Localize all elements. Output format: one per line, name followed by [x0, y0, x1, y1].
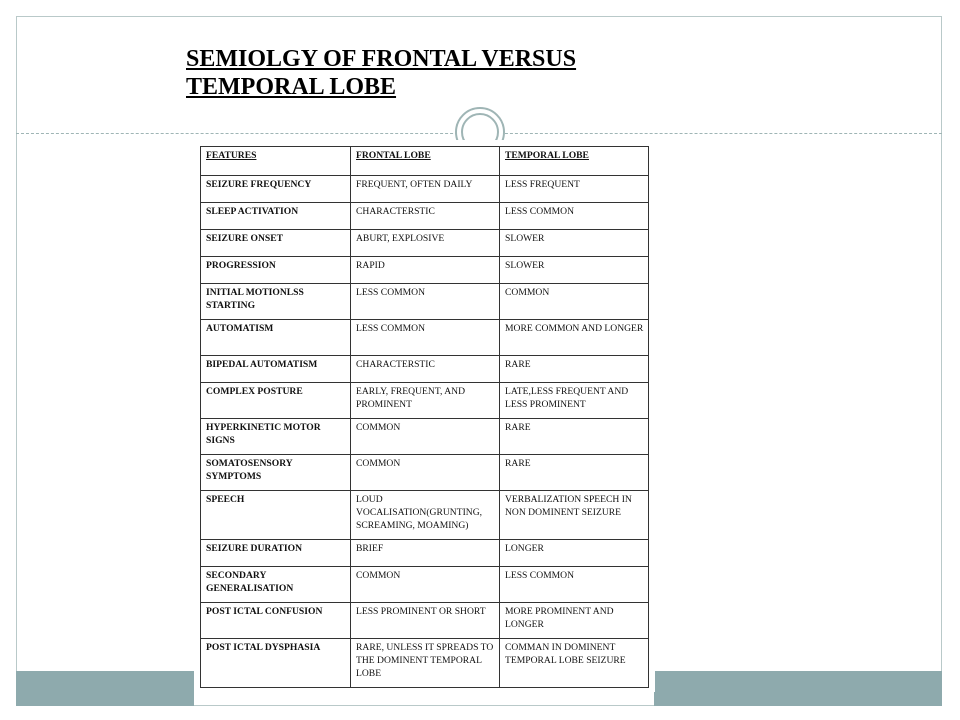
feature-cell: POST ICTAL CONFUSION: [201, 603, 351, 639]
temporal-lobe-cell: SLOWER: [500, 230, 649, 257]
table-row: [201, 491, 649, 540]
frontal-lobe-cell: COMMON: [351, 455, 500, 491]
feature-cell: AUTOMATISM: [201, 320, 351, 356]
feature-cell: HYPERKINETIC MOTOR SIGNS: [201, 419, 351, 455]
feature-cell: SEIZURE DURATION: [201, 540, 351, 567]
frontal-lobe-cell: EARLY, FREQUENT, AND PROMINENT: [351, 383, 500, 419]
header-features: FEATURES: [201, 147, 351, 176]
frontal-lobe-cell: FREQUENT, OFTEN DAILY: [351, 176, 500, 203]
frontal-lobe-cell: RARE, UNLESS IT SPREADS TO THE DOMINENT TEMPORAL LOBE: [351, 639, 500, 688]
footer-band-left: [16, 671, 194, 706]
semiology-table: [200, 146, 649, 688]
feature-cell: SECONDARY GENERALISATION: [201, 567, 351, 603]
table-row: [201, 284, 649, 320]
feature-cell: POST ICTAL DYSPHASIA: [201, 639, 351, 688]
header-frontal-lobe: FRONTAL LOBE: [351, 147, 500, 176]
temporal-lobe-cell: COMMAN IN DOMINENT TEMPORAL LOBE SEIZURE: [500, 639, 649, 688]
frontal-lobe-cell: CHARACTERSTIC: [351, 203, 500, 230]
feature-cell: SEIZURE FREQUENCY: [201, 176, 351, 203]
temporal-lobe-cell: SLOWER: [500, 257, 649, 284]
feature-cell: SPEECH: [201, 491, 351, 540]
slide-title-line-2: TEMPORAL LOBE: [186, 74, 397, 100]
frontal-lobe-cell: COMMON: [351, 419, 500, 455]
frontal-lobe-cell: LOUD VOCALISATION(GRUNTING, SCREAMING, MOAMING): [351, 491, 500, 540]
table-row: [201, 540, 649, 567]
temporal-lobe-cell: MORE COMMON AND LONGER: [500, 320, 649, 356]
frontal-lobe-cell: CHARACTERSTIC: [351, 356, 500, 383]
table-row: [201, 320, 649, 356]
table-row: [201, 639, 649, 688]
footer-band-right: [654, 671, 942, 706]
table-row: [201, 176, 649, 203]
table-row: [201, 356, 649, 383]
table-row: [201, 567, 649, 603]
table-row: [201, 203, 649, 230]
table-row: [201, 257, 649, 284]
temporal-lobe-cell: MORE PROMINENT AND LONGER: [500, 603, 649, 639]
frontal-lobe-cell: LESS PROMINENT OR SHORT: [351, 603, 500, 639]
table-row: [201, 603, 649, 639]
temporal-lobe-cell: RARE: [500, 455, 649, 491]
feature-cell: BIPEDAL AUTOMATISM: [201, 356, 351, 383]
temporal-lobe-cell: VERBALIZATION SPEECH IN NON DOMINENT SEIZURE: [500, 491, 649, 540]
feature-cell: INITIAL MOTIONLSS STARTING: [201, 284, 351, 320]
temporal-lobe-cell: RARE: [500, 356, 649, 383]
table-row: [201, 419, 649, 455]
table-row: [201, 230, 649, 257]
table-row: [201, 455, 649, 491]
frontal-lobe-cell: LESS COMMON: [351, 320, 500, 356]
frontal-lobe-cell: RAPID: [351, 257, 500, 284]
frontal-lobe-cell: LESS COMMON: [351, 284, 500, 320]
frontal-lobe-cell: BRIEF: [351, 540, 500, 567]
feature-cell: COMPLEX POSTURE: [201, 383, 351, 419]
feature-cell: SOMATOSENSORY SYMPTOMS: [201, 455, 351, 491]
feature-cell: PROGRESSION: [201, 257, 351, 284]
feature-cell: SLEEP ACTIVATION: [201, 203, 351, 230]
temporal-lobe-cell: LONGER: [500, 540, 649, 567]
temporal-lobe-cell: LESS COMMON: [500, 567, 649, 603]
feature-cell: SEIZURE ONSET: [201, 230, 351, 257]
temporal-lobe-cell: COMMON: [500, 284, 649, 320]
table-header-row: [201, 147, 649, 176]
frontal-lobe-cell: COMMON: [351, 567, 500, 603]
frontal-lobe-cell: ABURT, EXPLOSIVE: [351, 230, 500, 257]
table-row: [201, 383, 649, 419]
slide-title: [186, 45, 746, 101]
temporal-lobe-cell: LATE,LESS FREQUENT AND LESS PROMINENT: [500, 383, 649, 419]
header-temporal-lobe: TEMPORAL LOBE: [500, 147, 649, 176]
slide-title-line-1: SEMIOLGY OF FRONTAL VERSUS: [186, 46, 577, 72]
temporal-lobe-cell: RARE: [500, 419, 649, 455]
temporal-lobe-cell: LESS COMMON: [500, 203, 649, 230]
table-image: [195, 140, 655, 692]
table-body: [201, 176, 649, 688]
temporal-lobe-cell: LESS FREQUENT: [500, 176, 649, 203]
